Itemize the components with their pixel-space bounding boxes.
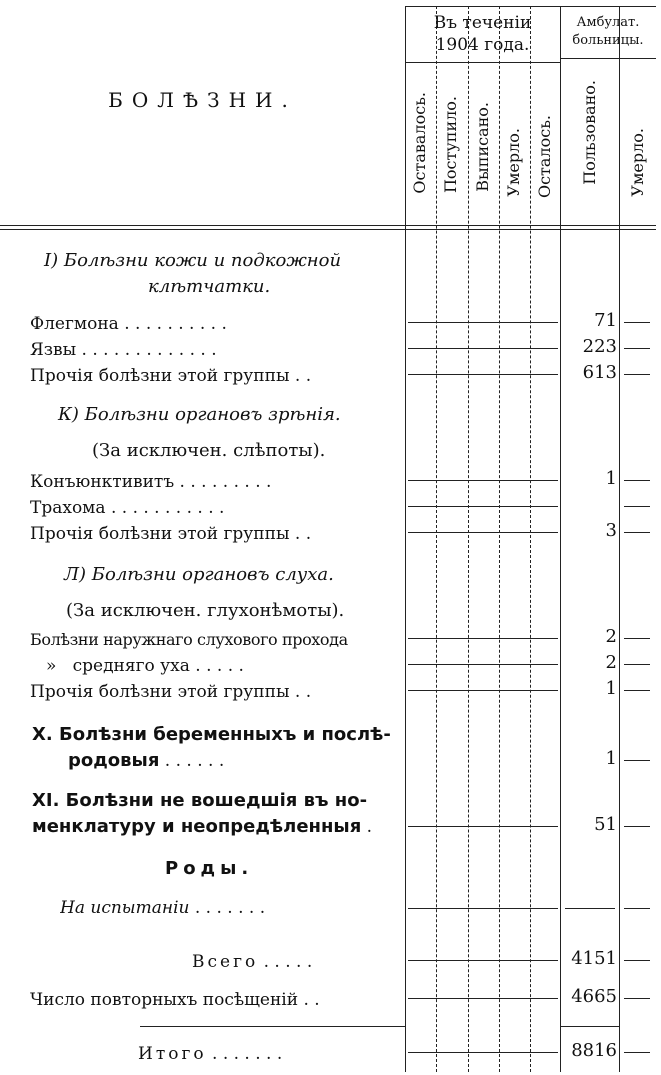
row-dashes [408, 690, 558, 691]
header-bottom-rule [0, 225, 656, 226]
table-row: Конъюнктивитъ . . . . . . . . . [30, 472, 272, 492]
table-row: менклатуру и неопредѣленныя . [32, 816, 373, 837]
section-note: (За исключен. глухонѣмоты). [66, 600, 345, 621]
col-header: Осталось. [535, 115, 554, 199]
row-dashes [624, 690, 650, 691]
row-value: 71 [594, 310, 617, 331]
row-dashes [624, 664, 650, 665]
table-row: родовыя . . . . . . [68, 750, 225, 771]
row-dashes [624, 532, 650, 533]
total-value: 4665 [571, 986, 617, 1007]
group-rule [560, 58, 656, 59]
col-rule [619, 6, 620, 1072]
table-row: Число повторныхъ посѣщеній . . [30, 990, 320, 1010]
row-value: 2 [605, 652, 617, 673]
table-row: Итого . . . . . . . [138, 1044, 283, 1064]
row-dashes [624, 348, 650, 349]
col-header: Умерло. [504, 128, 523, 197]
row-dashes [565, 908, 615, 909]
header-top-rule [405, 6, 656, 7]
row-dashes [408, 374, 558, 375]
header-bottom-rule [0, 229, 656, 230]
total-rule [560, 1026, 620, 1027]
table-row: » средняго уха . . . . . [46, 656, 244, 676]
table-row: Трахома . . . . . . . . . . . [30, 498, 225, 518]
section-title: X. Болѣзни беременныхъ и послѣ- [32, 724, 391, 745]
table-row: Прочія болѣзни этой группы . . [30, 524, 312, 544]
group-rule [405, 62, 560, 63]
row-dashes [408, 322, 558, 323]
col-header: Пользовано. [580, 80, 599, 185]
row-dashes [624, 638, 650, 639]
table-row: Прочія болѣзни этой группы . . [30, 366, 312, 386]
row-value: 223 [582, 336, 617, 357]
row-dashes [624, 908, 650, 909]
row-dashes [624, 322, 650, 323]
row-dashes [624, 826, 650, 827]
table-row: Всего . . . . . [192, 952, 313, 972]
col-rule [436, 6, 437, 1072]
table-row: Болѣзни наружнаго слухового прохода [30, 630, 348, 649]
col-header: Поступило. [441, 96, 460, 194]
row-dashes [408, 908, 558, 909]
header-group-year: Въ теченіи 1904 года. [433, 13, 532, 55]
section-title: Роды. [165, 858, 254, 879]
col-header: Выписано. [473, 102, 492, 192]
section-title: I) Болѣзни кожи и подкожной [44, 250, 342, 271]
table-row: Прочія болѣзни этой группы . . [30, 682, 312, 702]
row-dashes [408, 506, 558, 507]
section-title: XI. Болѣзни не вошедшія въ но- [32, 790, 368, 811]
row-dashes [408, 826, 558, 827]
header-title: БОЛѢЗНИ. [108, 88, 297, 112]
row-dashes [408, 998, 558, 999]
col-rule [499, 6, 500, 1072]
table-row: Язвы . . . . . . . . . . . . . [30, 340, 217, 360]
row-value: 613 [582, 362, 617, 383]
row-dashes [624, 480, 650, 481]
row-dashes [408, 638, 558, 639]
row-dashes [408, 960, 558, 961]
col-header: Умерло. [628, 128, 647, 197]
row-dashes [624, 506, 650, 507]
row-dashes [408, 480, 558, 481]
header-group-ambulatory: Амбулат. больницы. [572, 15, 644, 48]
row-dashes [624, 760, 650, 761]
row-dashes [624, 960, 650, 961]
section-note: (За исключен. слѣпоты). [92, 440, 326, 461]
row-dashes [408, 532, 558, 533]
row-value: 3 [605, 520, 617, 541]
table-row: На испытаніи . . . . . . . [60, 898, 266, 918]
row-value: 1 [605, 468, 617, 489]
col-rule [468, 6, 469, 1072]
row-dashes [624, 1052, 650, 1053]
total-value: 8816 [571, 1040, 617, 1061]
section-title: К) Болѣзни органовъ зрѣнія. [58, 404, 341, 425]
table-row: Флегмона . . . . . . . . . . [30, 314, 227, 334]
section-title: Л) Болѣзни органовъ слуха. [64, 564, 334, 585]
row-dashes [624, 998, 650, 999]
section-title: клѣтчатки. [148, 276, 271, 297]
row-value: 1 [605, 748, 617, 769]
total-rule [140, 1026, 405, 1027]
total-value: 4151 [571, 948, 617, 969]
row-value: 51 [594, 814, 617, 835]
row-value: 2 [605, 626, 617, 647]
row-dashes [408, 348, 558, 349]
row-value: 1 [605, 678, 617, 699]
col-header: Оставалось. [410, 92, 429, 194]
row-dashes [408, 664, 558, 665]
row-dashes [408, 1052, 558, 1053]
row-dashes [624, 374, 650, 375]
col-rule [530, 6, 531, 1072]
